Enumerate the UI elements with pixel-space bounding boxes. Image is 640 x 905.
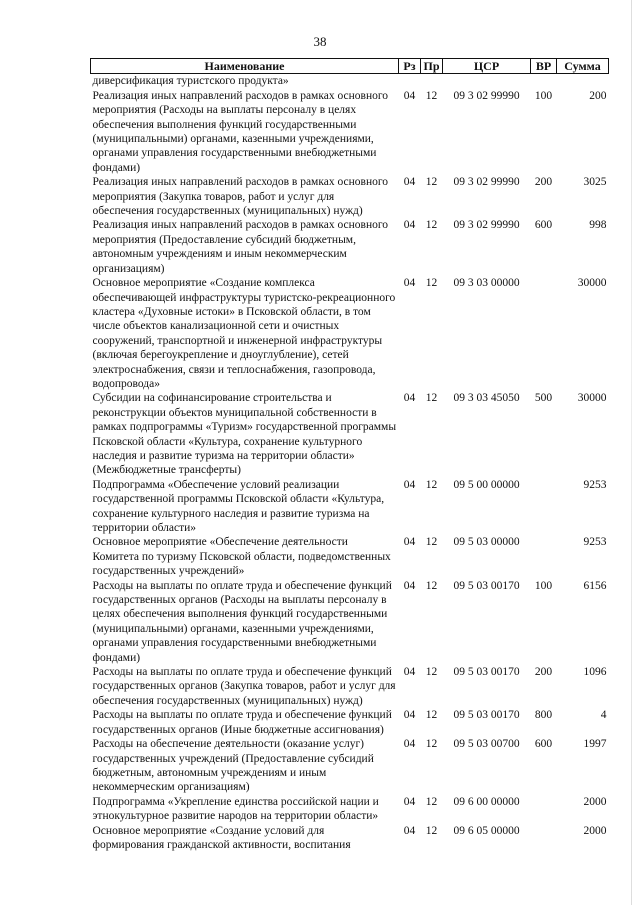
cell-vr: 800: [534, 709, 553, 722]
table-row: [91, 276, 609, 391]
cell-pr: 12: [425, 277, 438, 290]
cell-csr: 09 5 03 00170: [453, 666, 520, 679]
cell-csr: 09 5 03 00700: [453, 738, 520, 751]
table-row: [91, 478, 609, 536]
cell-sum: 3025: [583, 176, 607, 189]
cell-pr: 12: [425, 219, 438, 232]
cell-pr: 12: [425, 536, 438, 549]
cell-pr: 12: [425, 795, 438, 808]
table-row: [91, 74, 609, 89]
cell-pr: 12: [425, 478, 438, 491]
cell-csr: 09 6 05 00000: [453, 824, 520, 837]
cell-vr: 500: [534, 392, 553, 405]
cell-name: Расходы на выплаты по оплате труда и обеспечение функций государственных органов (Расходы на выплаты персоналу в целях обеспечения выполнения функций государственными (муниципальными) органами, казенными учреждениями, органами управления государственными внебюджетными фондами): [92, 579, 392, 664]
cell-rz: 04: [403, 176, 416, 189]
cell-sum: 30000: [577, 277, 607, 290]
cell-name: Подпрограмма «Обеспечение условий реализации государственной программы Псковской области «Культура, сохранение культурного наследия и развитие туризма на территории области»: [92, 478, 385, 534]
cell-pr: 12: [425, 709, 438, 722]
cell-sum: 6156: [583, 579, 607, 592]
cell-name: Расходы на выплаты по оплате труда и обеспечение функций государственных органов (Закупка товаров, работ и услуг для обеспечения государственных (муниципальных) нужд): [92, 666, 396, 707]
cell-rz: 04: [403, 89, 416, 102]
cell-name: Расходы на обеспечение деятельности (оказание услуг) государственных учреждений (Предоставление субсидий бюджетным, автономным учреждениям и иным некоммерческим организациям): [92, 738, 374, 794]
cell-pr: 12: [425, 666, 438, 679]
cell-pr: 12: [425, 579, 438, 592]
cell-sum: 200: [589, 89, 607, 102]
cell-vr: [531, 276, 557, 391]
cell-rz: 04: [403, 536, 416, 549]
table-row: [91, 708, 609, 737]
header-vr: ВР: [531, 59, 557, 74]
table-row: [91, 579, 609, 665]
header-csr: ЦСР: [443, 59, 531, 74]
cell-vr: [531, 74, 557, 89]
cell-sum: 4: [600, 709, 607, 722]
cell-csr: 09 5 03 00000: [453, 536, 520, 549]
table-row: [91, 89, 609, 175]
cell-vr: 100: [534, 579, 553, 592]
cell-pr: 12: [425, 89, 438, 102]
cell-name: Подпрограмма «Укрепление единства российской нации и этнокультурное развитие народов на территории области»: [92, 795, 379, 823]
cell-vr: 200: [534, 176, 553, 189]
cell-sum: 998: [589, 219, 607, 232]
cell-rz: 04: [403, 392, 416, 405]
cell-rz: 04: [403, 579, 416, 592]
table-row: [91, 535, 609, 578]
table-row: [91, 391, 609, 477]
cell-vr: 200: [534, 666, 553, 679]
cell-rz: 04: [403, 738, 416, 751]
budget-table: [90, 58, 609, 852]
cell-sum: 2000: [583, 824, 607, 837]
cell-sum: 9253: [583, 536, 607, 549]
cell-vr: [531, 478, 557, 536]
cell-pr: 12: [425, 824, 438, 837]
cell-name: Реализация иных направлений расходов в рамках основного мероприятия (Закупка товаров, работ и услуг для обеспечения государственных (муниципальных) нужд): [92, 176, 389, 218]
cell-name: Основное мероприятие «Обеспечение деятельности Комитета по туризму Псковской области, подведомственных государственных учреждений»: [92, 536, 391, 578]
cell-csr: 09 3 02 99990: [453, 89, 520, 102]
table-row: [91, 665, 609, 708]
cell-vr: [531, 535, 557, 578]
cell-rz: 04: [403, 277, 416, 290]
cell-pr: 12: [425, 176, 438, 189]
cell-rz: 04: [403, 478, 416, 491]
page-number: 38: [313, 34, 327, 49]
cell-name: Субсидии на софинансирование строительства и реконструкции объектов муниципальной собственности в рамках подпрограммы «Туризм» государственной программы Псковской области «Культура, сохранение культурного наследия и развитие туризма на территории области» (Межбюджетные трансферты): [92, 392, 397, 477]
cell-rz: 04: [403, 824, 416, 837]
cell-csr: 09 3 03 00000: [453, 277, 520, 290]
cell-pr: [421, 74, 443, 89]
cell-vr: [531, 795, 557, 824]
cell-name: диверсификация туристского продукта»: [92, 75, 289, 88]
cell-csr: 09 3 03 45050: [453, 392, 520, 405]
table-row: [91, 824, 609, 853]
cell-pr: 12: [425, 738, 438, 751]
table-row: [91, 218, 609, 276]
cell-rz: 04: [403, 219, 416, 232]
cell-name: Реализация иных направлений расходов в рамках основного мероприятия (Расходы на выплаты персоналу в целях обеспечения выполнения функций государственными (муниципальными) органами, казенными учреждениями, органами управления государственными внебюджетными фондами): [92, 89, 389, 174]
table-header: [91, 59, 609, 74]
cell-name: Расходы на выплаты по оплате труда и обеспечение функций государственных органов (Иные бюджетные ассигнования): [92, 709, 392, 736]
cell-rz: 04: [403, 795, 416, 808]
cell-vr: 600: [534, 219, 553, 232]
cell-name: Основное мероприятие «Создание условий для формирования гражданской активности, воспитания: [92, 824, 351, 851]
cell-csr: 09 5 00 00000: [453, 478, 520, 491]
cell-vr: [531, 824, 557, 853]
table-row: [91, 795, 609, 824]
cell-rz: 04: [403, 709, 416, 722]
cell-csr: 09 6 00 00000: [453, 795, 520, 808]
table-row: [91, 175, 609, 218]
header-rz: Рз: [399, 59, 421, 74]
table-body: [91, 74, 609, 852]
cell-csr: 09 5 03 00170: [453, 709, 520, 722]
cell-rz: [399, 74, 421, 89]
cell-sum: 9253: [583, 478, 607, 491]
cell-sum: 1997: [583, 738, 607, 751]
cell-sum: 2000: [583, 795, 607, 808]
header-sum: Сумма: [557, 59, 609, 74]
cell-rz: 04: [403, 666, 416, 679]
cell-csr: 09 3 02 99990: [453, 219, 520, 232]
cell-name: Реализация иных направлений расходов в рамках основного мероприятия (Предоставление субсидий бюджетным, автономным учреждениям и иным некоммерческим организациям): [92, 219, 389, 275]
cell-sum: 30000: [577, 392, 607, 405]
header-row: [91, 59, 609, 74]
cell-csr: 09 5 03 00170: [453, 579, 520, 592]
cell-csr: [443, 74, 531, 89]
header-pr: Пр: [421, 59, 443, 74]
cell-vr: 600: [534, 738, 553, 751]
page-edge-shadow: [631, 0, 632, 905]
cell-pr: 12: [425, 392, 438, 405]
cell-sum: 1096: [583, 666, 607, 679]
cell-vr: 100: [534, 89, 553, 102]
cell-name: Основное мероприятие «Создание комплекса обеспечивающей инфраструктуры туристско-рекреационного кластера «Духовные истоки» в Псковской области, в том числе объектов канализационной сети и очистных сооружений, транспортной и инженерной инфраструктуры (включая берегоукрепление и дноуглубление), сетей электроснабжения, связи и теплоснабжения, газопровода, водопровода»: [92, 277, 396, 390]
header-name: Наименование: [91, 59, 399, 74]
table-row: [91, 737, 609, 795]
cell-sum: [557, 74, 609, 89]
cell-csr: 09 3 02 99990: [453, 176, 520, 189]
